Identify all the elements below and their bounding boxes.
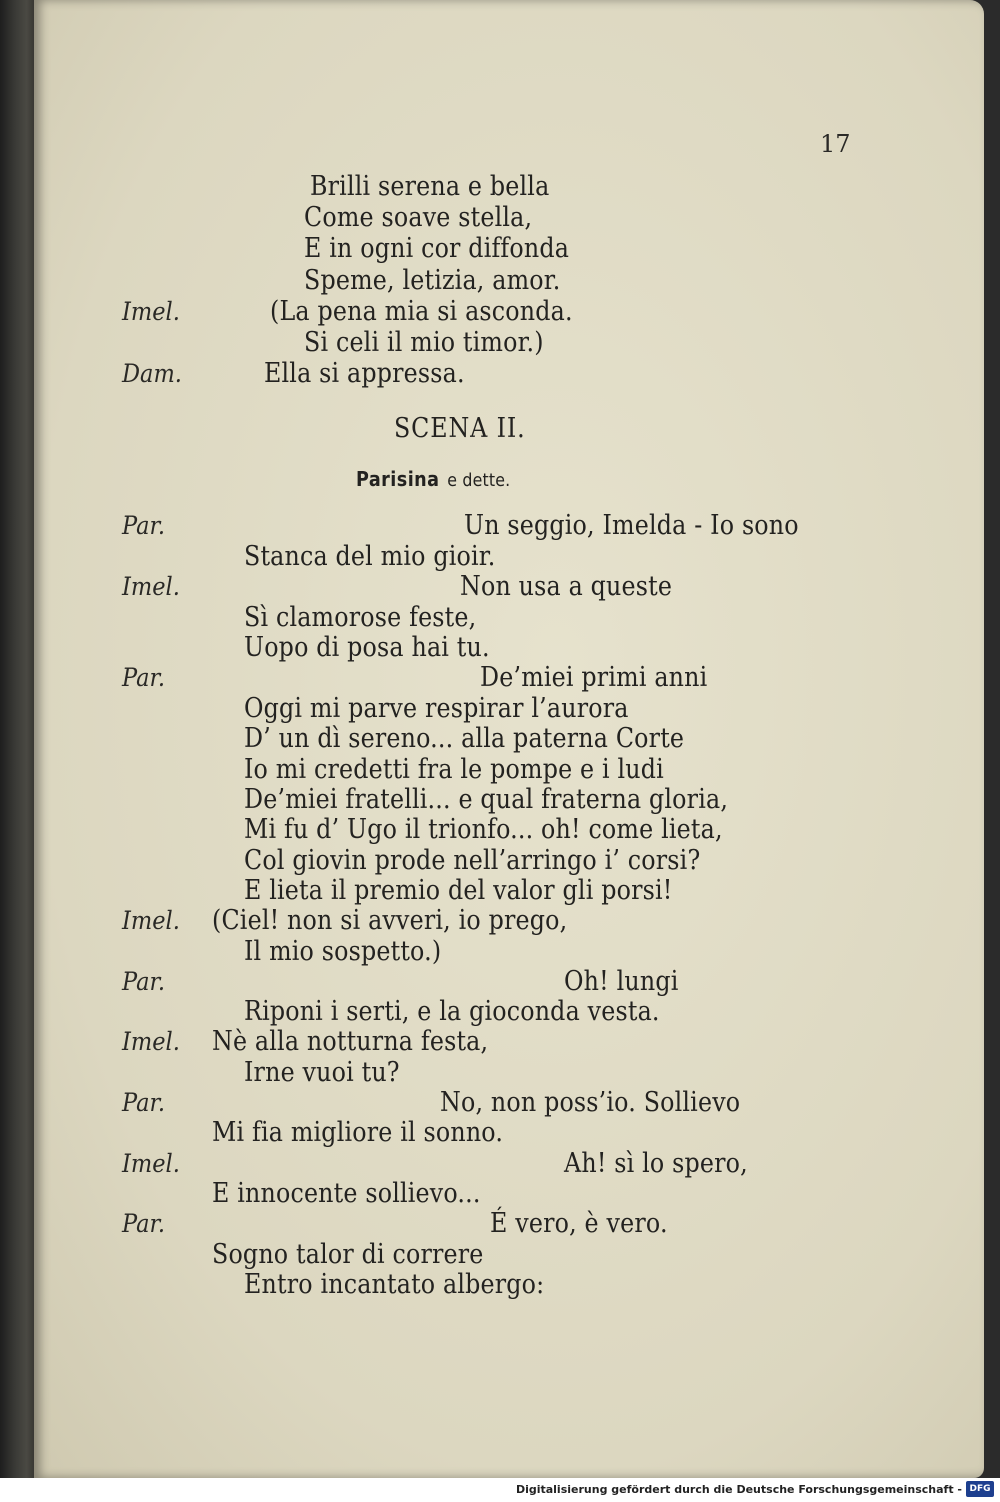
speaker-label: Par. xyxy=(122,967,165,996)
verse-line: Ella si appressa. xyxy=(264,358,465,389)
verse-line: E lieta il premio del valor gli porsi! xyxy=(244,875,673,906)
verse-line: Stanca del mio gioir. xyxy=(244,541,496,572)
book-binding xyxy=(0,0,38,1478)
dfg-logo: DFG xyxy=(966,1481,994,1497)
verse-line: Speme, letizia, amor. xyxy=(304,265,561,296)
verse-line: É vero, è vero. xyxy=(490,1208,668,1239)
verse-line: Il mio sospetto.) xyxy=(244,936,442,967)
verse-line: Sogno talor di correre xyxy=(212,1239,484,1270)
speaker-label: Dam. xyxy=(122,359,182,388)
verse-line: Irne vuoi tu? xyxy=(244,1057,400,1088)
verse-line: No, non poss’io. Sollievo xyxy=(440,1087,741,1118)
verse-line: E in ogni cor diffonda xyxy=(304,233,570,264)
scene-heading: SCENA II. xyxy=(394,413,526,444)
speaker-label: Imel. xyxy=(122,1027,180,1056)
verse-line: Mi fia migliore il sonno. xyxy=(212,1117,504,1148)
speaker-label: Par. xyxy=(122,663,165,692)
footer-bar xyxy=(0,1478,1000,1502)
verse-line: Entro incantato albergo: xyxy=(244,1269,545,1300)
speaker-label: Imel. xyxy=(122,572,180,601)
verse-line: Uopo di posa hai tu. xyxy=(244,632,490,663)
verse-line: Non usa a queste xyxy=(460,571,673,602)
book-page xyxy=(34,0,984,1478)
verse-line: (La pena mia si asconda. xyxy=(270,296,573,327)
verse-line: Come soave stella, xyxy=(304,202,533,233)
cast-name: Parisina xyxy=(356,467,440,491)
verse-line: De’miei fratelli... e qual fraterna gloria, xyxy=(244,784,729,815)
verse-line: Sì clamorose feste, xyxy=(244,602,477,633)
verse-line: De’miei primi anni xyxy=(480,662,708,693)
verse-line: Ah! sì lo spero, xyxy=(564,1148,748,1179)
speaker-label: Par. xyxy=(122,511,165,540)
verse-line: Col giovin prode nell’arringo i’ corsi? xyxy=(244,845,701,876)
footer-credit: Digitalisierung gefördert durch die Deutsche Forschungsgemeinschaft - xyxy=(515,1483,962,1496)
speaker-label: Par. xyxy=(122,1088,165,1117)
verse-line: Si celi il mio timor.) xyxy=(304,327,544,358)
speaker-label: Imel. xyxy=(122,906,180,935)
page-number: 17 xyxy=(820,130,851,158)
verse-line: (Ciel! non si avveri, io prego, xyxy=(212,905,568,936)
cast-rest: e dette. xyxy=(447,470,511,491)
cast-line xyxy=(356,463,510,496)
speaker-label: Imel. xyxy=(122,1149,180,1178)
verse-line: Brilli serena e bella xyxy=(310,171,550,202)
verse-line: Io mi credetti fra le pompe e i ludi xyxy=(244,754,664,785)
verse-line: Un seggio, Imelda - Io sono xyxy=(464,510,799,541)
verse-line: Oggi mi parve respirar l’aurora xyxy=(244,693,629,724)
verse-line: Nè alla notturna festa, xyxy=(212,1026,489,1057)
verse-line: E innocente sollievo... xyxy=(212,1178,481,1209)
verse-line: D’ un dì sereno... alla paterna Corte xyxy=(244,723,685,754)
speaker-label: Par. xyxy=(122,1209,165,1238)
verse-line: Oh! lungi xyxy=(564,966,679,997)
verse-line: Mi fu d’ Ugo il trionfo... oh! come lieta, xyxy=(244,814,723,845)
verse-line: Riponi i serti, e la gioconda vesta. xyxy=(244,996,660,1027)
speaker-label: Imel. xyxy=(122,297,180,326)
